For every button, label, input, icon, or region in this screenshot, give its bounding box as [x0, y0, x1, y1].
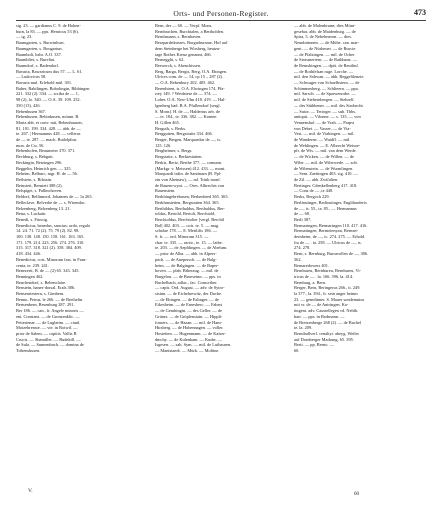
index-entry-line: mil. den Sohwan. — abb. Reggeltlenzie.	[294, 74, 365, 80]
index-entry-line: tage Rothes Kreuz genannt, 466.	[155, 51, 212, 57]
index-entry-line: — de Gembingin. — des Geller. — de	[155, 308, 222, 314]
index-entry-line: H. Gillen 465.	[155, 119, 180, 125]
index-entry-line: (Markgr. v. Meissen) 412. 433. — mont.	[155, 165, 226, 171]
index-entry-line: Ber 186. — can., fr. Angele minoris —	[16, 308, 84, 314]
index-entry-line: pach. — de Anepersch. — de Balg-	[155, 256, 217, 262]
index-entry-line: — de Wicken. — de Willen. — de	[294, 154, 354, 160]
index-entry-line: Berger, Bern, Beringerus 266., tt. 249.	[294, 285, 361, 291]
index-entry-line: Belleclave, Belverbe de — s. Wisendac.	[16, 199, 86, 205]
index-entry-line: tricus de — . la. 166. 396. la. 414.	[294, 273, 354, 279]
index-entry-line: Berenbiren, is. O.A. Elwingen 174. Pfa-	[155, 85, 225, 91]
index-entry-line: de Strasmertern. — de Rathbanz. —	[294, 57, 358, 63]
index-entry-line: Rauenstein.	[155, 188, 176, 194]
index-entry-line: 171. 179. 214. 223. 256. 274. 276. 310.	[16, 239, 85, 245]
index-entry-line: Hirsberg. — de Hohennagen. — voller.	[155, 325, 224, 331]
index-entry-line: 14. 24. 71. 72 (2). 75. 79 (2). 82. 98.	[16, 228, 80, 234]
index-entry-line: 315. 317. 318. 321 (2). 358. 384. 409.	[16, 245, 82, 251]
page-header	[16, 8, 426, 20]
index-entry-line: Beckingin, Betzingen 296.	[16, 159, 63, 165]
index-entry-line: Berkis, Bertz, Berthe 377. — comunn.	[155, 159, 222, 165]
index-entry-line: Baber, Babilingen, Bobolingin, Bibbingen	[16, 85, 90, 91]
index-entry-line: Bertinger, Cdenkellenberg 417. 418.	[294, 182, 358, 188]
index-entry-line: Bavaria mul. Erlebold mül. 301.	[16, 80, 73, 86]
index-entry-line: sig. 23. — gardianus C. 9. de Hohen-	[16, 23, 81, 28]
index-entry-line: dem Steinberge bei Wirsberg, heutzu-	[155, 45, 221, 51]
index-entry-line: Pettertenar. — de Lugbeim. — ciunl.	[16, 319, 81, 325]
index-entry-line: Vest. — mil. de Viabingen. — mil.	[294, 131, 355, 137]
index-entry-line: Bal] 402. 403. — cois. te. 5. — mag.	[155, 222, 220, 228]
index-entry-line: Berggutten, Bergstraite 334. 466.	[155, 131, 213, 137]
index-entry-line: Bechburg, s. Bebgutt.	[16, 154, 54, 160]
index-entry-line: bart. — pps. in Bodmann. —	[294, 313, 345, 319]
index-entry-line: de Remshingen. — dpöt. de Reutlinf.	[294, 62, 359, 68]
index-entry-line: Schimmesberg. — Schlieern. — ppa.	[294, 85, 359, 91]
index-entry-line: Belzenberg, Belzenberg 13. 21.	[16, 205, 71, 211]
index-entry-line: dmchy. — de Kulenkam. — Kuder. —	[155, 336, 223, 342]
index-entry-line: Bernegghi, s. 62.	[155, 57, 185, 63]
index-entry-line: Bernbrachen, Burchtalen, a Bertholden.	[155, 28, 224, 34]
index-entry-line: Bernbureu, Bernbureu, Bernbureu, Vi-	[294, 268, 361, 274]
index-entry-line: tingent. adv. Caustellegen vd. Nehlh.	[294, 308, 359, 314]
index-entry-line: — Conz de — ,te 440.	[294, 188, 334, 194]
index-entry-line: cbar. te. 335. — ractir., te. 15. — laibe.	[155, 239, 223, 245]
index-entry-line: Berchtoldus, Berchtolter [vergl. Berchtl	[155, 216, 225, 222]
index-column-1	[16, 23, 144, 483]
page-number: 473	[414, 8, 426, 17]
index-entry-line: Bena, s. Luckatir.	[16, 211, 47, 217]
index-entry-line: Bensenriestern, s. Gimbern.	[16, 291, 65, 297]
index-entry-line: S. fr. — ord. Minorum 315. —	[155, 234, 209, 240]
index-entry-line: 350 (13). 426.	[16, 102, 41, 108]
index-entry-line: Bernthallverl. cenaltyr. abeyg. Weiler	[294, 330, 359, 336]
index-entry-line: 98 (2), lo. 340. — O.A. 39. 109. 252.	[16, 97, 81, 103]
index-entry-line: Bebenhofen, Beaumeier 370. 371.	[16, 148, 76, 154]
index-entry-line: Eikesheim. — de Ernesberc. — Fabert	[155, 302, 223, 308]
index-entry-line: — abb. de Malenbrunn; dies Münt-	[294, 23, 356, 28]
index-entry-line: la 377., la. 394., fr. sein anger heinm	[294, 291, 358, 297]
index-entry-line: Marquardi infin. de Santinarn (B. Ppl-	[155, 171, 222, 177]
index-entry-line: Berwerck, s. Abenchissen.	[155, 62, 201, 68]
index-entry-line: 60.	[294, 348, 300, 354]
index-entry-line: Benezerit, B. de — (2) 65. 343. 345.	[16, 268, 80, 274]
index-entry-line: Crucis. — Sbamiller. — Budekill. —	[16, 336, 81, 342]
index-entry-line: — Mantstaedt. — Mürk. — Moltine.	[155, 348, 220, 354]
index-entry-line: — des Stühbener. — mil. des Strobecht.	[294, 102, 364, 108]
index-entry-line: zin von Aheinaw), — nd. Trink monf.	[155, 176, 221, 182]
index-entry-line: cenia, te. 239. 241.	[16, 262, 49, 268]
index-entry-line: — capis. Ord. August. — adv. de Sytro-	[155, 285, 225, 291]
index-entry-line: stsinn. — de Eichehrewitz, der Duche.	[155, 291, 223, 297]
running-title: Orts- und Personen-Register.	[173, 9, 269, 18]
index-entry-line: de Wilenstein. — de Wurmlingen.	[294, 165, 354, 171]
index-entry-line: de —, is. 55., ta. 85., — Hermannus	[294, 205, 357, 211]
index-entry-line: Grüner. — de Gröplenstain. — Hippli-	[155, 313, 223, 319]
index-entry-line: Spira, 5. de Nebelmeron. — dies.	[294, 34, 353, 40]
index-column-3	[294, 23, 422, 483]
index-entry-line: mit vr. de — de Antringen. Ka-	[294, 302, 349, 308]
index-entry-line: te. 203. — de Aephlingen. — de Abelum.	[155, 245, 228, 251]
index-entry-line: Bernburg, a. Bern.	[294, 279, 327, 285]
index-entry-line: de Wanderne. — Waidfl. — mil.	[294, 137, 351, 143]
register-page	[16, 8, 426, 504]
index-entry-line: Berzpardrdrasses, Borgadrursme, Hof auf	[155, 40, 228, 46]
index-entry-line: Benno, Petrus, le 266. — de Brethelin.	[16, 296, 84, 302]
index-entry-line: te. la. 209.	[294, 325, 313, 331]
index-entry-line: de Bretzenberge 268 (2). — de Buchel	[294, 319, 362, 325]
index-entry-line: — te. 184., te. 336. 382. — Konten	[155, 114, 217, 120]
index-entry-line: Benedictus, cois. Minorum fras. in Fran-	[16, 256, 87, 262]
index-entry-line: heim. — de Balgingen. — de Baper-	[155, 262, 219, 268]
index-entry-line: Beinstett, Bensteti 388 (2).	[16, 182, 63, 188]
index-entry-line: — prior de Alba. — abb. in Alpers-	[155, 251, 217, 257]
index-entry-line: Beheim, Belburc, mgr. H. de — 56.	[16, 171, 78, 177]
index-entry-line: Bensenbern, Besenburg 287. 291.	[16, 302, 75, 308]
index-entry-line: Neunbrünnen. — de Mühe. can. mar-	[294, 40, 360, 46]
index-entry-line: Baumdorf, s. Badendorf.	[16, 62, 60, 68]
index-entry-line: Motzebrenste. — vie. in Rotwil. —	[16, 325, 78, 331]
index-entry-line: Bebenhusen, Bebinhusen, mönm. B.	[16, 114, 80, 120]
index-entry-line: Berkhingebrebusen, Berhenbred 365. 365.	[155, 194, 229, 200]
index-entry-line: fra de — . ta. 258. — Ulricus de —, is.	[294, 239, 362, 245]
index-entry-line: 100. 138. 148. 150. 158. 161. 163. 165.	[16, 234, 85, 240]
index-entry-line: 81, 101. 199. 334. 428. — abb. de —	[16, 125, 81, 131]
index-entry-line: Berthildus, Berthaldus, Berthaldus, Ber-	[155, 205, 225, 211]
index-entry-line: 562.	[294, 256, 302, 262]
index-entry-line: Ulrices com. de — 14, cp 15 ., 287 (2).	[155, 74, 224, 80]
index-entry-line: gent. — de Nüsheuer. — de Ruscie.	[294, 45, 357, 51]
index-entry-line: Bern, s. Bernburg, Burravollen de —, 386.	[294, 251, 369, 257]
index-entry-line: Benedi, s. Frincig.	[16, 216, 48, 222]
index-entry-line: Buchelbach, adlac., fac. Conscriber.	[155, 279, 218, 285]
index-entry-line: scholae 178. — E. Mettlifis 186. —	[155, 228, 218, 234]
index-entry-line: Benedictus, benedus, sanctus; ordo, regula	[16, 222, 90, 228]
index-entry-line: Loher. O.A. New-Ulm 418. 419. — Hal-	[155, 97, 226, 103]
index-entry-line: hoven. — plab. Biberaug. — mil. de	[155, 268, 219, 274]
index-entry-line: — Schwager von Schaefhstern. — de	[294, 80, 360, 86]
index-entry-line: — Ludovicus 58.	[16, 74, 47, 80]
index-entry-line: gesebar, abb. de Maidenburg. — de	[294, 28, 356, 34]
index-entry-line: Benstein, hanes-dorsal, Erals 386.	[16, 285, 76, 291]
index-entry-line: de — te. 287. — mach. Rudolphus	[16, 137, 77, 143]
index-entry-line: Bebenhusen 367.	[16, 108, 46, 114]
index-entry-line: 274. 278.	[294, 245, 311, 251]
index-entry-line: Bergstatte, s. Berkiestatten.	[155, 154, 203, 160]
index-entry-line: Berlinstinger, Berlinstinger, Engliharderts	[294, 199, 367, 205]
index-entry-line: Benningen 462.	[16, 273, 44, 279]
index-entry-line: Baumgarten, s. Burwinburc.	[16, 40, 66, 46]
index-entry-line: Burgelon. — de Brueseinn. — pps. in	[155, 273, 221, 279]
index-entry-line: — Sutor. — Tertoger. — sub. Thbs.	[294, 108, 357, 114]
index-entry-line: Berkhmstetten, Bergstatten 364. 365.	[155, 199, 220, 205]
index-entry-line: Benchendorf, s. Bebenclaire.	[16, 279, 67, 285]
index-entry-line: fonsers. — de Hazan. — mil. de Ham-	[155, 319, 223, 325]
index-entry-line: prior de Salem. — capitis. Vallis B	[16, 330, 77, 336]
index-entry-line: rrey 149. ? Weidstese de — 374. —	[155, 91, 217, 97]
index-entry-line: Baumgarten, s. Bougartun.	[16, 45, 63, 51]
index-entry-line: burn, la 83. — pps. Henricus 53 (6).	[16, 28, 79, 34]
index-entry-line: Baumbolt, bzhr. A.O. 337.	[16, 51, 62, 57]
index-entry-line: Bernaredowers 401.	[294, 262, 329, 268]
index-entry-line: — de Ehingen. — de Eslinger. — de	[155, 296, 219, 302]
index-entry-line: de Wehlingen. — E. Albrecht Weisoe-	[294, 142, 361, 148]
index-entry-line: dernheim, de —, tc. 274. 275. — Erhold.	[294, 234, 366, 240]
index-entry-line: de Rauencwynt. — Ores. Albrechts von	[155, 182, 225, 188]
index-entry-line: Bavaria, Bawaricum dux 57. — L. 61.	[16, 68, 83, 74]
index-entry-line: auf Dornberger Markung, 65. 395.	[294, 336, 354, 342]
index-entry-line: Berti. — pp. Berno. —	[294, 342, 334, 348]
index-entry-line: mon. de Cw. 56.	[16, 142, 45, 148]
index-entry-line: Bermatingen, Bermetenyan, Bermet-	[294, 228, 359, 234]
index-entry-line: — de Rothfelsan ruge. Lorche. —	[294, 68, 354, 74]
index-entry-line: Tribenshusen.	[16, 348, 41, 354]
bottom-mark: 60	[354, 492, 359, 497]
signature-mark: V.	[28, 488, 33, 494]
index-entry-line: Isgesen. — sah. Sym. — mil. de Lutbauren.	[155, 342, 232, 348]
index-entry-line: lgenberg bad. B.A. Pfullendorf [sergl.	[155, 102, 221, 108]
index-entry-line: antiquit. — Vilonne. — s. 135. — von	[294, 114, 361, 120]
index-entry-line: toldus, Bertold, Bertolt, Berchtold,	[155, 211, 216, 217]
index-entry-line: Beggelin, Heinrich gen. — 325.	[16, 165, 72, 171]
index-entry-line: Beilstein, s. Bilstain.	[16, 176, 53, 182]
index-entry-line: — O.A. Rebenbury 202. 405. 462.	[155, 80, 216, 86]
index-entry-line: Berli 387.	[294, 216, 312, 222]
index-entry-line: mil. Sarsch. — de Sparwenorbe. —	[294, 91, 356, 97]
index-entry-line: 221. 332 (2). 334. — scriba de — 1,	[16, 91, 79, 97]
index-entry-line: Baumbliet, s. Bureliat.	[16, 57, 56, 63]
index-entry-line: 125. 126.	[155, 142, 172, 148]
index-entry-line: Vennenshof. — de Vrah. — Prapst	[294, 119, 355, 125]
index-entry-line: Belspiget, s. Pallinchoven.	[16, 188, 63, 194]
index-entry-line: ent. Constant. — de Gronzenklic. —	[16, 313, 80, 319]
index-column-2	[155, 23, 283, 483]
header-rule	[16, 20, 426, 21]
index-entry-line: S. Mons]. H. de —, Halderius arb. de	[155, 108, 220, 114]
index-entry-line: von Debet. — Vasser. — de Via-	[294, 125, 351, 131]
index-entry-line: Berger, Bergen, Marquardus de —, is.	[155, 137, 222, 143]
index-entry-line: de Sula. — Sunnenbuch. — domina de	[16, 342, 84, 348]
index-entry-line: 418. 434. 446.	[16, 251, 41, 257]
index-entry-line: Berg, Barga, Bergis, Berg, O.A. Ehingen.	[155, 68, 228, 74]
index-entry-line: Berks, Bergoch 229.	[294, 194, 330, 200]
index-entry-line: Bermaringen, Bermaringen 110. 417. 416.	[294, 222, 368, 228]
index-entry-line: Hostetten. — Hugenmann. — de Kaiser-	[155, 330, 226, 336]
index-entry-line: — ig. 23.	[16, 34, 33, 40]
index-entry-line: de Zil. — abb. Zwifalten.	[294, 176, 339, 182]
index-entry-line: — Sem. Zaettingen 403. sig. 410. —	[294, 171, 358, 177]
index-entry-line: mil. de Stehernbergen. — Stehrelf.	[294, 97, 355, 103]
index-entry-line: te. 267. | Hermannus 428. — cellerar.	[16, 131, 82, 137]
index-entry-line: 23. — gemdinner. S. Mauer sondemnius	[294, 296, 365, 302]
index-entry-line: Berguth, s. Berks.	[155, 125, 187, 131]
index-entry-line: Wiler. — mil. de Wilerwede. — sob.	[294, 159, 358, 165]
index-entry-line: Bergheimer, s. Bergs.	[155, 148, 193, 154]
index-entry-line: Beldorf, Bellinnord, Johannes de — 1a 265.	[16, 194, 93, 200]
index-entry-line: Maria abb. et conv. mit, Bebenhausen,	[16, 119, 83, 125]
index-entry-line: Bernhausen, s. Bernhaven.	[155, 34, 202, 40]
index-entry-line: pfr. de Wis. — mil. van dem Werde.	[294, 148, 357, 154]
index-entry-line: — de Pfalzingen. — mil. de Ocher	[294, 51, 355, 57]
index-entry-line: Bern, der — 60. — Verpf. Mons.	[155, 23, 213, 28]
index-entry-line: de — 68.	[294, 211, 311, 217]
index-columns	[16, 23, 426, 483]
